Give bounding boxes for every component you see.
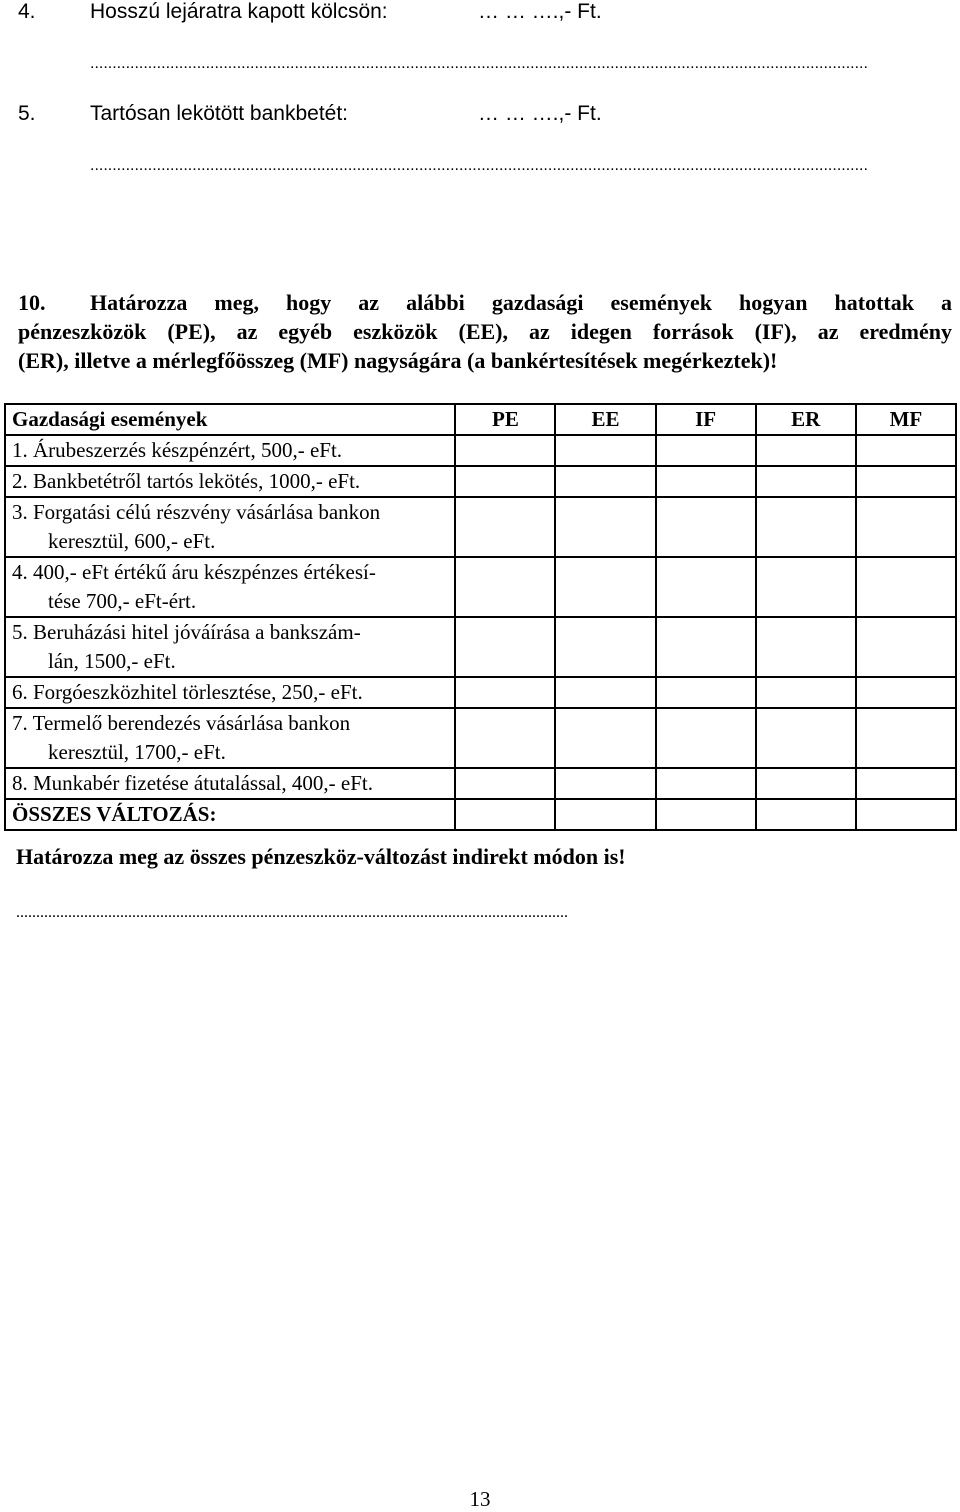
item-number: 5.	[18, 102, 36, 125]
header-mf: MF	[856, 404, 956, 435]
event-text: 3. Forgatási célú részvény vásárlása bankon	[12, 500, 381, 524]
if-cell[interactable]	[656, 466, 756, 497]
event-text: 6. Forgóeszközhitel törlesztése, 250,- eFt.	[12, 680, 363, 704]
event-description	[5, 466, 455, 497]
if-cell[interactable]	[656, 677, 756, 708]
task-text-line: pénzeszközök (PE), az egyéb eszközök (EE), az idegen források (IF), az eredmény	[18, 319, 952, 344]
answer-dotted-line: ..........................................................................................................................................	[16, 905, 568, 921]
pe-cell[interactable]	[455, 466, 555, 497]
ee-cell[interactable]	[555, 617, 655, 677]
pe-cell[interactable]	[455, 617, 555, 677]
item-label: Hosszú lejáratra kapott kölcsön:	[90, 0, 388, 23]
if-total-cell[interactable]	[656, 799, 756, 830]
answer-dotted-line: ...............................................................................................................................................................................	[90, 158, 868, 174]
event-text: 2. Bankbetétről tartós lekötés, 1000,- eFt.	[12, 469, 361, 493]
mf-cell[interactable]	[856, 466, 956, 497]
if-cell[interactable]	[656, 768, 756, 799]
event-text-continued: keresztül, 600,- eFt.	[48, 529, 216, 553]
er-cell[interactable]	[756, 677, 856, 708]
event-description	[5, 617, 455, 677]
task-number: 10.	[18, 290, 46, 315]
if-cell[interactable]	[656, 617, 756, 677]
item-amount-blank: … … ….,- Ft.	[478, 102, 602, 125]
table-row	[5, 497, 956, 557]
mf-cell[interactable]	[856, 768, 956, 799]
event-text: 8. Munkabér fizetése átutalással, 400,- eFt.	[12, 771, 373, 795]
event-text: 1. Árubeszerzés készpénzért, 500,- eFt.	[12, 438, 343, 462]
event-text-continued: lán, 1500,- eFt.	[48, 649, 176, 673]
ee-cell[interactable]	[555, 435, 655, 466]
event-description	[5, 768, 455, 799]
pe-cell[interactable]	[455, 497, 555, 557]
mf-cell[interactable]	[856, 497, 956, 557]
pe-total-cell[interactable]	[455, 799, 555, 830]
ee-cell[interactable]	[555, 557, 655, 617]
task-text-line: (ER), illetve a mérlegfőösszeg (MF) nagyságára (a bankértesítések megérkeztek)!	[18, 348, 778, 373]
event-text-continued: keresztül, 1700,- eFt.	[48, 740, 226, 764]
er-cell[interactable]	[756, 435, 856, 466]
event-description	[5, 557, 455, 617]
event-text: 4. 400,- eFt értékű áru készpénzes értékesí-	[12, 560, 376, 584]
total-row	[5, 799, 956, 830]
answer-dotted-line: ...............................................................................................................................................................................	[90, 56, 868, 72]
if-cell[interactable]	[656, 557, 756, 617]
ee-cell[interactable]	[555, 708, 655, 768]
table-header-row	[5, 404, 956, 435]
er-cell[interactable]	[756, 557, 856, 617]
table-row	[5, 466, 956, 497]
table-row	[5, 557, 956, 617]
event-description	[5, 708, 455, 768]
if-cell[interactable]	[656, 435, 756, 466]
header-events: Gazdasági események	[5, 404, 455, 435]
table-row	[5, 708, 956, 768]
event-text-continued: tése 700,- eFt-ért.	[48, 589, 197, 613]
event-description	[5, 677, 455, 708]
header-er: ER	[756, 404, 856, 435]
pe-cell[interactable]	[455, 435, 555, 466]
mf-cell[interactable]	[856, 617, 956, 677]
er-cell[interactable]	[756, 617, 856, 677]
header-ee: EE	[555, 404, 655, 435]
total-label: ÖSSZES VÁLTOZÁS:	[5, 799, 455, 830]
er-cell[interactable]	[756, 768, 856, 799]
ee-total-cell[interactable]	[555, 799, 655, 830]
er-cell[interactable]	[756, 497, 856, 557]
er-total-cell[interactable]	[756, 799, 856, 830]
question-text: Határozza meg az összes pénzeszköz-változást indirekt módon is!	[16, 844, 626, 869]
er-cell[interactable]	[756, 708, 856, 768]
events-table	[4, 403, 957, 831]
table-row	[5, 435, 956, 466]
task-text-line: Határozza meg, hogy az alábbi gazdasági események hogyan hatottak a	[90, 290, 952, 315]
ee-cell[interactable]	[555, 677, 655, 708]
mf-cell[interactable]	[856, 557, 956, 617]
header-if: IF	[656, 404, 756, 435]
event-description	[5, 497, 455, 557]
mf-cell[interactable]	[856, 708, 956, 768]
item-amount-blank: … … ….,- Ft.	[478, 0, 602, 23]
event-text: 5. Beruházási hitel jóváírása a bankszám-	[12, 620, 361, 644]
item-label: Tartósan lekötött bankbetét:	[90, 102, 348, 125]
item-number: 4.	[18, 0, 36, 23]
mf-cell[interactable]	[856, 435, 956, 466]
event-description	[5, 435, 455, 466]
mf-total-cell[interactable]	[856, 799, 956, 830]
if-cell[interactable]	[656, 497, 756, 557]
pe-cell[interactable]	[455, 768, 555, 799]
page-number: 13	[469, 1487, 491, 1511]
header-pe: PE	[455, 404, 555, 435]
pe-cell[interactable]	[455, 677, 555, 708]
event-text: 7. Termelő berendezés vásárlása bankon	[12, 711, 351, 735]
ee-cell[interactable]	[555, 768, 655, 799]
if-cell[interactable]	[656, 708, 756, 768]
ee-cell[interactable]	[555, 466, 655, 497]
table-row	[5, 677, 956, 708]
pe-cell[interactable]	[455, 557, 555, 617]
table-row	[5, 617, 956, 677]
mf-cell[interactable]	[856, 677, 956, 708]
pe-cell[interactable]	[455, 708, 555, 768]
ee-cell[interactable]	[555, 497, 655, 557]
table-row	[5, 768, 956, 799]
er-cell[interactable]	[756, 466, 856, 497]
